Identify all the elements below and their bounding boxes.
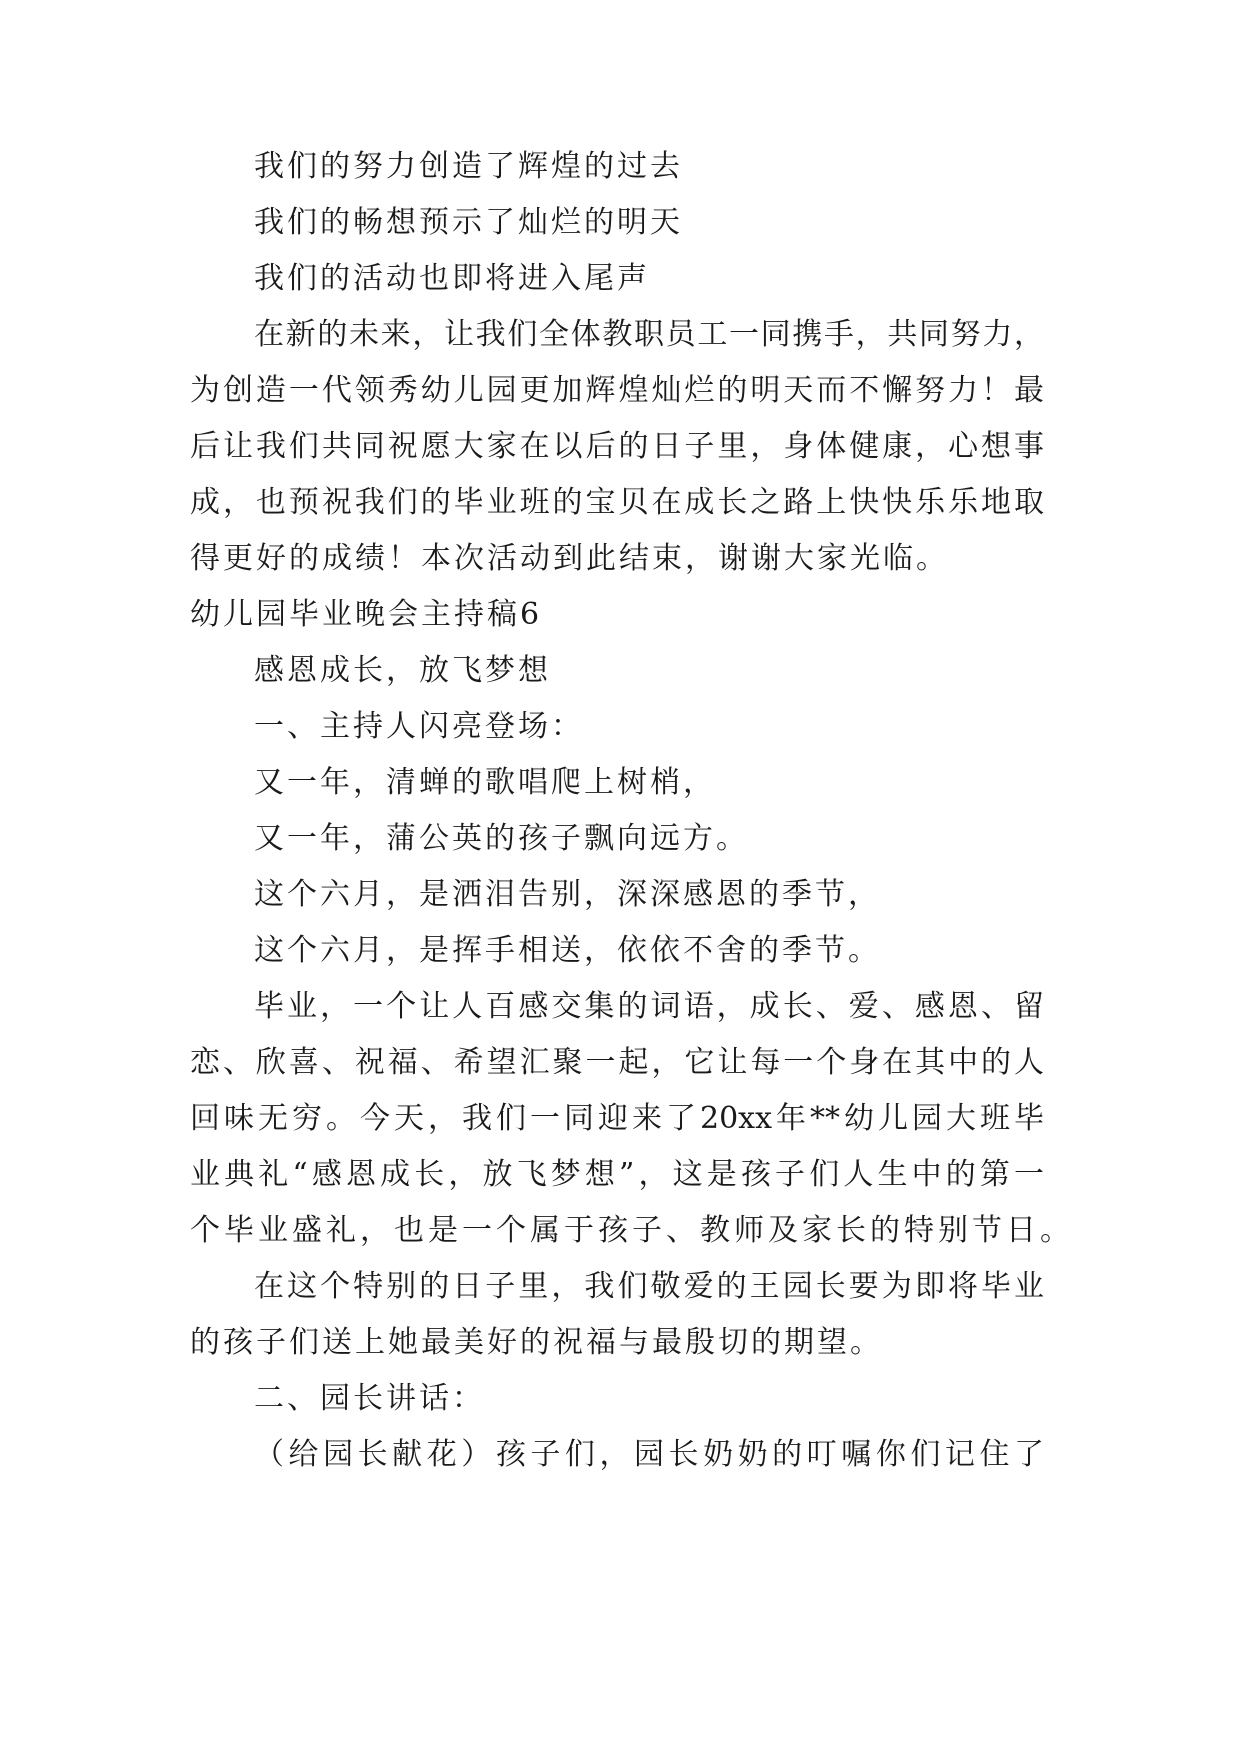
text-line: 的孩子们送上她最美好的祝福与最殷切的期望。	[190, 1325, 883, 1360]
text-line: 个毕业盛礼，也是一个属于孩子、教师及家长的特别节日。	[190, 1213, 1070, 1248]
text-line: 业典礼“感恩成长，放飞梦想”，这是孩子们人生中的第一	[190, 1157, 1044, 1192]
text-line: 感恩成长，放飞梦想	[254, 653, 551, 688]
text-line: 又一年，蒲公英的孩子飘向远方。	[254, 821, 749, 856]
text-line: 为创造一代领秀幼儿园更加辉煌灿烂的明天而不懈努力！最	[190, 373, 1044, 408]
text-line: 成，也预祝我们的毕业班的宝贝在成长之路上快快乐乐地取	[190, 485, 1044, 520]
text-line: 回味无穷。今天，我们一同迎来了20xx年**幼儿园大班毕	[190, 1101, 1044, 1136]
section-heading: 幼儿园毕业晚会主持稿6	[190, 597, 543, 632]
text-line: 我们的活动也即将进入尾声	[254, 261, 650, 296]
text-line: 毕业，一个让人百感交集的词语，成长、爱、感恩、留	[254, 989, 1044, 1024]
text-line: 恋、欣喜、祝福、希望汇聚一起，它让每一个身在其中的人	[190, 1045, 1044, 1080]
text-line: 我们的努力创造了辉煌的过去	[254, 149, 683, 184]
text-line: 二、园长讲话：	[254, 1381, 485, 1416]
text-line: 在新的未来，让我们全体教职员工一同携手，共同努力，	[254, 317, 1044, 352]
text-line: 又一年，清蝉的歌唱爬上树梢，	[254, 765, 716, 800]
text-line: 在这个特别的日子里，我们敬爱的王园长要为即将毕业	[254, 1269, 1044, 1304]
text-line: 得更好的成绩！本次活动到此结束，谢谢大家光临。	[190, 541, 949, 576]
text-line: 这个六月，是洒泪告别，深深感恩的季节，	[254, 877, 881, 912]
text-line: 这个六月，是挥手相送，依依不舍的季节。	[254, 933, 881, 968]
text-line: 一、主持人闪亮登场：	[254, 709, 584, 744]
text-line: （给园长献花）孩子们，园长奶奶的叮嘱你们记住了	[254, 1437, 1044, 1472]
text-line: 后让我们共同祝愿大家在以后的日子里，身体健康，心想事	[190, 429, 1044, 464]
text-line: 我们的畅想预示了灿烂的明天	[254, 205, 683, 240]
